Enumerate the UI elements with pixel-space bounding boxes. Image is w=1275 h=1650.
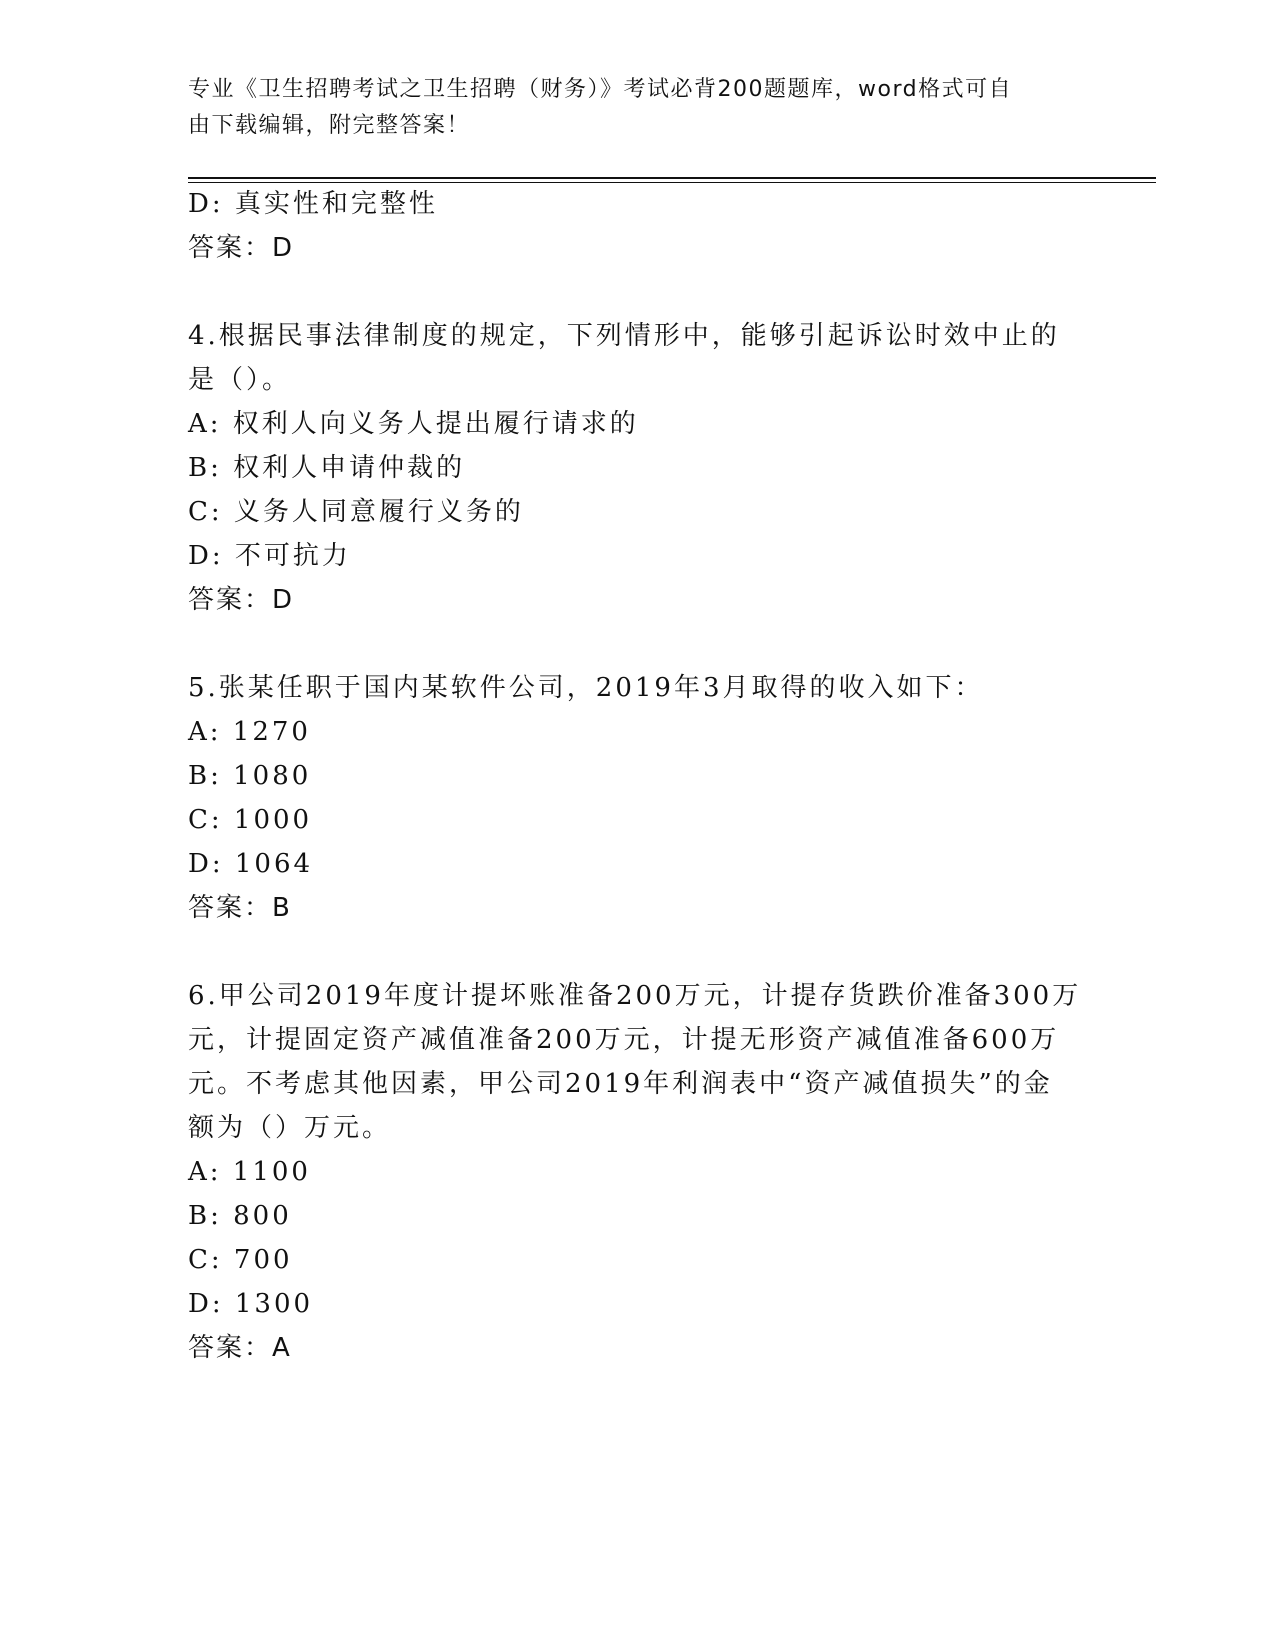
q5-option-a: A: 1270: [188, 717, 311, 747]
q5-answer: 答案：B: [188, 893, 292, 923]
q5-option-b: B: 1080: [188, 761, 312, 791]
q6-option-c: C: 700: [188, 1245, 293, 1275]
document-header: [188, 72, 1068, 144]
q5-option-c: C: 1000: [188, 805, 313, 835]
q4-option-b: B: 权利人申请仲裁的: [188, 453, 466, 483]
q6-option-a: A: 1100: [188, 1157, 311, 1187]
q6-option-b: B: 800: [188, 1201, 292, 1231]
q6-option-d: D: 1300: [188, 1289, 314, 1319]
q4-option-d: D: 不可抗力: [188, 541, 351, 571]
q4-stem-line-1: 4.根据民事法律制度的规定，下列情形中，能够引起诉讼时效中止的: [188, 321, 1060, 351]
q6-stem-line-1: 6.甲公司2019年度计提坏账准备200万元，计提存货跌价准备300万: [188, 981, 1082, 1011]
q4-option-c: C: 义务人同意履行义务的: [188, 497, 524, 527]
q3-option-d: D: 真实性和完整性: [188, 189, 438, 219]
header-divider-thick: [188, 177, 1156, 179]
q4-option-a: A: 权利人向义务人提出履行请求的: [188, 409, 639, 439]
q6-stem-line-3: 元。不考虑其他因素，甲公司2019年利润表中“资产减值损失”的金: [188, 1069, 1053, 1099]
q5-option-d: D: 1064: [188, 849, 314, 879]
header-divider-thin: [188, 182, 1156, 183]
q6-stem-line-4: 额为（）万元。: [188, 1113, 392, 1143]
header-line-2: 由下载编辑，附完整答案！: [188, 113, 471, 138]
q6-answer: 答案：A: [188, 1333, 292, 1363]
q3-answer: 答案：D: [188, 233, 295, 263]
q6-stem-line-2: 元，计提固定资产减值准备200万元，计提无形资产减值准备600万: [188, 1025, 1060, 1055]
header-line-1: 专业《卫生招聘考试之卫生招聘（财务）》考试必背200题题库，word格式可自: [188, 77, 1013, 102]
q4-answer: 答案：D: [188, 585, 295, 615]
q5-stem-line-1: 5.张某任职于国内某软件公司，2019年3月取得的收入如下：: [188, 673, 984, 703]
q4-stem-line-2: 是（）。: [188, 365, 292, 395]
